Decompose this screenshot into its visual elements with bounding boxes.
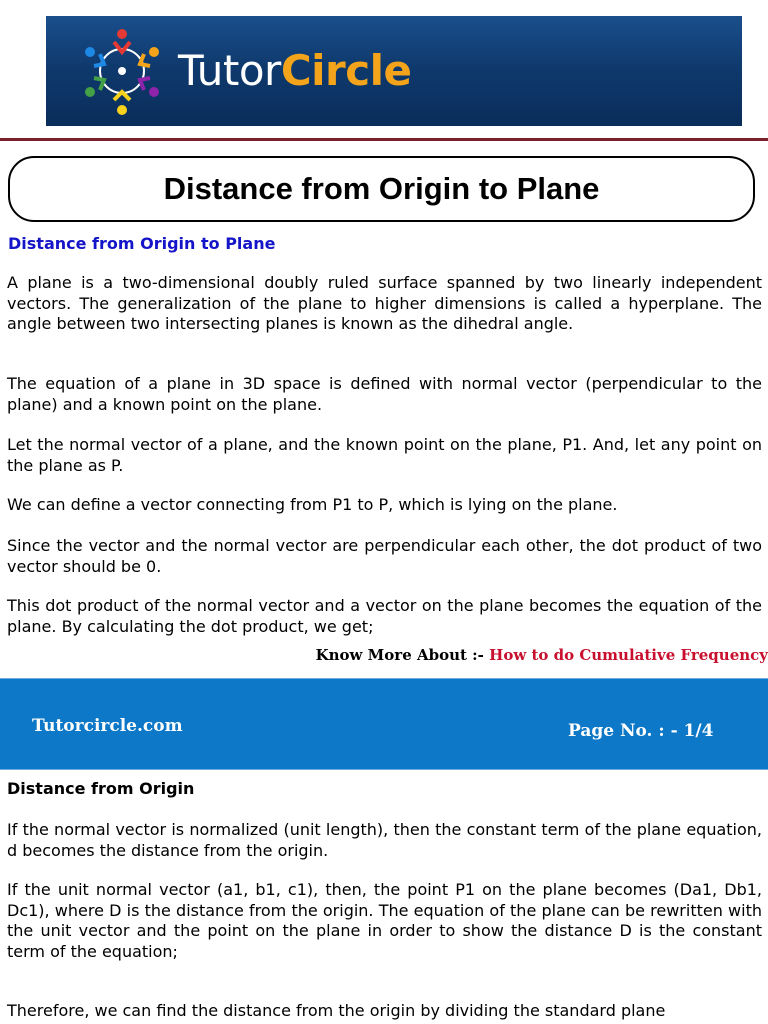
header-banner [46,16,742,126]
logo-circle: Circle [280,46,412,95]
paragraph: This dot product of the normal vector and a vector on the plane becomes the equation of the plane. By calculating the dot product, we get; [7,596,762,636]
paragraph: Therefore, we can find the distance from the origin by dividing the standard plane [7,1001,666,1020]
paragraph: We can define a vector connecting from P1 to P, which is lying on the plane. [7,495,618,514]
page-title: Distance from Origin to Plane [163,171,600,206]
footer-site[interactable]: Tutorcircle.com [32,716,183,736]
footer-page-number: Page No. : - 1/4 [568,721,714,741]
header-divider [0,138,768,141]
page-footer [0,678,768,770]
paragraph: If the normal vector is normalized (unit length), then the constant term of the plane equation, d becomes the distance from the origin. [7,820,762,860]
paragraph: The equation of a plane in 3D space is defined with normal vector (perpendicular to the plane) and a known point on the plane. [7,374,762,414]
tutorcircle-logo-icon [74,24,170,118]
paragraph: Let the normal vector of a plane, and the known point on the plane, P1. And, let any point on the plane as P. [7,435,762,475]
paragraph: A plane is a two-dimensional doubly ruled surface spanned by two linearly independent vectors. The generalization of the plane to higher dimensions is called a hyperplane. The angle between two intersecting planes is known as the dihedral angle. [7,273,762,333]
know-more-link[interactable]: How to do Cumulative Frequency [489,646,768,664]
know-more-label: Know More About :- [315,646,490,664]
paragraph: If the unit normal vector (a1, b1, c1), then, the point P1 on the plane becomes (Da1, Db1, Dc1), where D is the distance from the origin. The equation of the plane can be rewritten with the unit vector and the point on the plane in order to show the distance D is the constant term of the equation; [7,880,762,961]
know-more [316,646,768,664]
subheading: Distance from Origin [7,779,195,798]
title-box [8,156,755,222]
paragraph: Since the vector and the normal vector are perpendicular each other, the dot product of two vector should be 0. [7,536,762,576]
section-heading: Distance from Origin to Plane [8,234,276,253]
logo-tutor: Tutor [178,46,281,95]
logo-text [178,46,412,95]
